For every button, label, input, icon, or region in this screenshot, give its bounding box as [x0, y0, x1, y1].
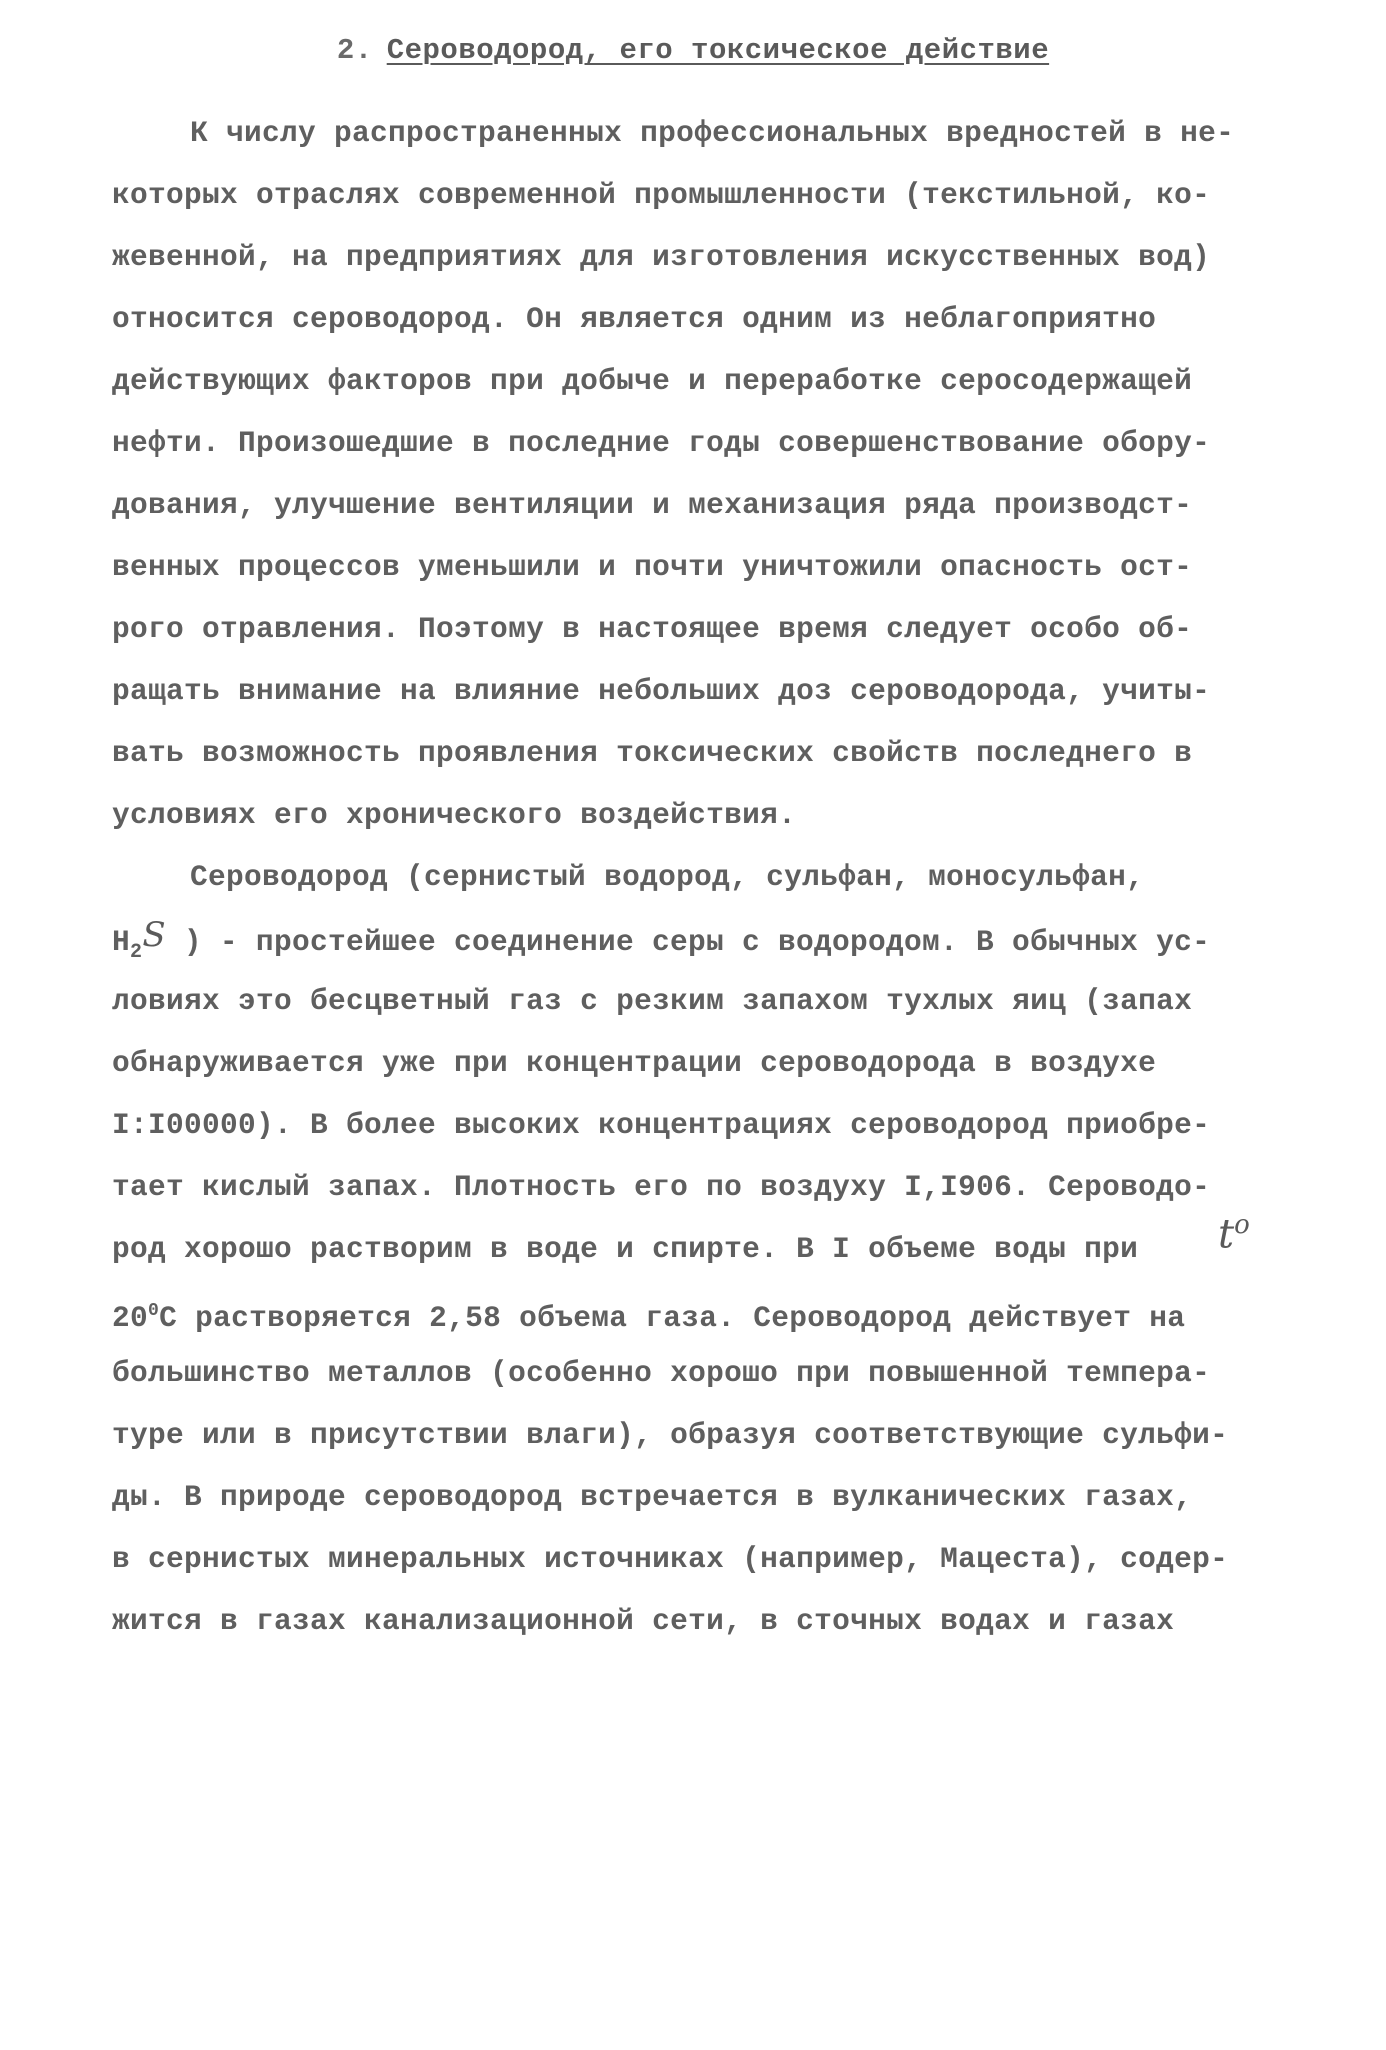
temp-value: 20: [112, 1300, 149, 1335]
paragraph-2: [112, 846, 1292, 1652]
text-line: ды. В природе сероводород встречается в вулканических газах,: [112, 1480, 1193, 1514]
temp-degree: 0: [148, 1301, 160, 1321]
text-line: которых отраслях современной промышленности (текстильной, ко-: [112, 178, 1211, 212]
text-line-rest: С растворяется 2,58 объема газа. Сероводород действует на: [159, 1300, 1186, 1335]
text-line: рого отравления. Поэтому в настоящее время следует особо об-: [112, 612, 1193, 646]
text-line: нефти. Произошедшие в последние годы совершенствование обору-: [112, 426, 1211, 460]
text-line: жится в газах канализационной сети, в сточных водах и газах: [112, 1604, 1175, 1638]
text-line: ращать внимание на влияние небольших доз сероводорода, учиты-: [112, 674, 1211, 708]
text-line: тает кислый запах. Плотность его по воздуху I,I906. Сероводо-: [112, 1170, 1211, 1204]
text-line: ловиях это бесцветный газ с резким запахом тухлых яиц (запах: [112, 984, 1193, 1018]
section-title: Сероводород, его токсическое действие: [386, 34, 1050, 67]
text-line-rest: ) - простейшее соединение серы с водородом. В обычных ус-: [165, 925, 1211, 959]
text-line: род хорошо растворим в воде и спирте. В I объеме воды при: [112, 1232, 1139, 1266]
paragraph-1: [112, 102, 1292, 846]
text-line: жевенной, на предприятиях для изготовления искусственных вод): [112, 240, 1211, 274]
text-line: действующих факторов при добыче и переработке серосодержащей: [112, 364, 1193, 398]
section-heading: [0, 34, 1386, 67]
handwritten-s: S: [142, 915, 166, 955]
text-line: относится сероводород. Он является одним из неблагоприятно: [112, 302, 1157, 336]
margin-note-superscript: o: [1234, 1210, 1250, 1240]
text-line-formula: [112, 908, 1292, 970]
formula-subscript: 2: [130, 940, 143, 964]
text-line: большинство металлов (особенно хорошо при повышенной темпера-: [112, 1356, 1211, 1390]
handwritten-margin-note: [1218, 1210, 1250, 1257]
text-line: венных процессов уменьшили и почти уничтожили опасность ост-: [112, 550, 1193, 584]
text-line-temperature: [112, 1280, 1292, 1342]
text-line: в сернистых минеральных источниках (например, Мацеста), содер-: [112, 1542, 1229, 1576]
text-line: обнаруживается уже при концентрации сероводорода в воздухе: [112, 1046, 1157, 1080]
formula-h: H: [112, 925, 131, 959]
section-number: 2.: [336, 34, 373, 67]
margin-note-letter: t: [1218, 1211, 1235, 1258]
text-line: Сероводород (сернистый водород, сульфан, моносульфан,: [190, 860, 1145, 894]
text-line: условиях его хронического воздействия.: [112, 798, 797, 832]
text-line: дования, улучшение вентиляции и механизация ряда производст-: [112, 488, 1193, 522]
text-line: вать возможность проявления токсических свойств последнего в: [112, 736, 1193, 770]
text-line: К числу распространенных профессиональных вредностей в не-: [190, 116, 1235, 150]
text-line: I:I00000). В более высоких концентрациях сероводород приобре-: [112, 1108, 1211, 1142]
text-line: туре или в присутствии влаги), образуя соответствующие сульфи-: [112, 1418, 1229, 1452]
